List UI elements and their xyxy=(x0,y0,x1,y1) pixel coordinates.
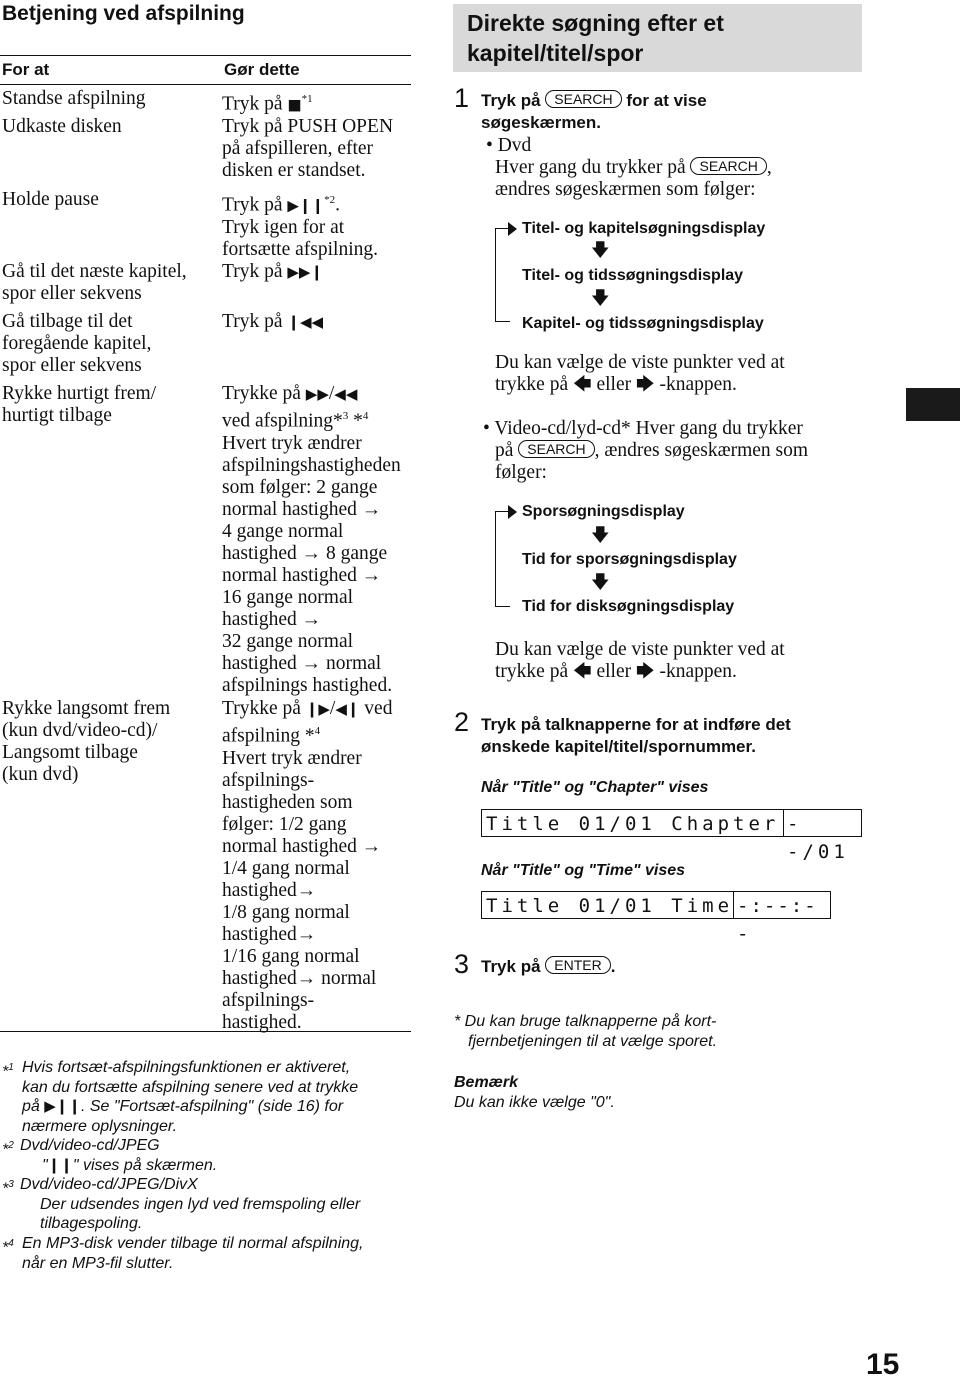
table-row-next-action: Gå til det næste kapitel, spor eller sekvens xyxy=(2,261,187,304)
slow-forward-icon: ❙▶ xyxy=(305,700,330,718)
table-row-eject-action: Udkaste disken xyxy=(2,116,122,137)
left-arrow-icon: 🡄 xyxy=(572,374,592,395)
when-title-time: Når "Title" og "Time" vises xyxy=(481,862,686,879)
play-pause-icon: ▶❙❙ xyxy=(287,196,325,215)
table-row-slow-instruction: Trykke på ❙▶/◀❙ ved afspilning *$^4$ Hvert tryk ændrer afspilnings- hastigheden som følger: 1/2 gang normal hastighed → 1/4 gang normal hastighed→ 1/8 gang normal hastighed→ 1/16 gang normal hastighed→ normal afspilnings- hastighed. xyxy=(222,698,393,1033)
flow1-item-3: Kapitel- og tidssøgningsdisplay xyxy=(522,315,764,332)
step-3-text: Tryk på ENTER . xyxy=(481,957,616,976)
table-row-fast-action: Rykke hurtigt frem/ hurtigt tilbage xyxy=(2,383,157,426)
table-row-pause-action: Holde pause xyxy=(2,189,99,210)
step-1-text: Tryk på SEARCH for at vise søgeskærmen. xyxy=(481,91,707,132)
table-header-col2: Gør dette xyxy=(224,60,300,79)
lcd-title-chapter xyxy=(481,809,862,863)
flow2-item-2: Tid for sporsøgningsdisplay xyxy=(522,551,737,568)
right-arrow-icon-2: 🡆 xyxy=(635,661,655,682)
search-button-ref-2: SEARCH xyxy=(518,440,594,458)
table-row-pause-instruction: Tryk på ▶❙❙$^{*2}$. Tryk igen for at fortsætte afspilning. xyxy=(222,194,378,260)
lcd-title-chapter-main: Title 01/01 Chapter xyxy=(486,813,780,835)
table-row-fast-instruction: Trykke på ▶▶/◀◀ ved afspilning*$^3$ *$^4$ Hvert tryk ændrer afspilningshastigheden som følger: 2 gange normal hastighed → 4 gange normal hastighed → 8 gange normal hastighed → 16 gange normal hastighed → 32 gange normal hastighed → normal afspilnings hastighed. xyxy=(222,383,401,696)
lcd-title-time-value: -:--:-- xyxy=(737,895,818,945)
table-row-eject-instruction: Tryk på PUSH OPEN på afspilleren, efter disken er standset. xyxy=(222,116,394,181)
flow1-arrow-head xyxy=(508,222,517,236)
section-tab-marker xyxy=(906,388,960,421)
step-2-text: Tryk på talknapperne for at indføre det ønskede kapitel/titel/spornummer. xyxy=(481,715,791,756)
enter-button[interactable]: ENTER xyxy=(545,956,610,974)
flow2-arrow-head xyxy=(508,505,517,519)
remark-text: Du kan ikke vælge "0". xyxy=(454,1094,615,1111)
flow2-item-1: Sporsøgningsdisplay xyxy=(522,503,685,520)
table-bottom-rule xyxy=(0,1031,411,1032)
step-number-2: 2 xyxy=(454,707,470,737)
search-button-ref: SEARCH xyxy=(690,157,766,175)
next-track-icon: ▶▶❙ xyxy=(287,263,324,281)
table-row-next-instruction: Tryk på ▶▶❙ xyxy=(222,261,324,282)
section-heading: Betjening ved afspilning xyxy=(2,2,245,25)
page-number: 15 xyxy=(866,1348,900,1381)
left-arrow-icon-2: 🡄 xyxy=(572,661,592,682)
flow2-item-3: Tid for disksøgningsdisplay xyxy=(522,598,735,615)
table-row-prev-action: Gå tilbage til det foregående kapitel, spor eller sekvens xyxy=(2,311,152,376)
footnote-3: *$^3$ Dvd/video-cd/JPEG/DivX Der udsendes ingen lyd ved fremspoling eller tilbagespoling. xyxy=(2,1176,361,1233)
slow-rewind-icon: ◀❙ xyxy=(335,700,360,718)
flow2-down-arrow-1: 🡇 xyxy=(591,525,610,546)
footnote-1: *$^1$ Hvis fortsæt-afspilningsfunktionen er aktiveret, kan du fortsætte afspilning senere ved at trykke på ▶❙❙. Se "Fortsæt-afspilning" (side 16) for nærmere oplysninger. xyxy=(2,1059,359,1135)
flow1-loop-line xyxy=(495,228,510,322)
table-row-slow-action: Rykke langsomt frem (kun dvd/video-cd)/ Langsomt tilbage (kun dvd) xyxy=(2,698,171,785)
choose-text-1: Du kan vælge de viste punkter ved at trykke på 🡄 eller 🡆 -knappen. xyxy=(495,352,785,395)
table-header-col1: For at xyxy=(2,60,50,79)
lcd-title-chapter-value: --/01 xyxy=(787,813,849,863)
remark-title: Bemærk xyxy=(454,1074,519,1091)
fast-rewind-icon: ◀◀ xyxy=(334,385,358,403)
fast-forward-icon: ▶▶ xyxy=(305,385,329,403)
search-button[interactable]: SEARCH xyxy=(545,90,621,108)
footnote-2: *$^2$ Dvd/video-cd/JPEG "❙❙" vises på skærmen. xyxy=(2,1137,218,1174)
flow1-down-arrow-2: 🡇 xyxy=(591,288,610,309)
lcd-title-time xyxy=(481,891,831,945)
right-arrow-icon: 🡆 xyxy=(635,374,655,395)
stop-icon: ■ xyxy=(287,95,302,114)
right-heading-line2: kapitel/titel/spor xyxy=(467,40,644,66)
prev-track-icon: ❙◀◀ xyxy=(287,313,324,331)
step-number-1: 1 xyxy=(454,83,470,113)
vcd-text: • Video-cd/lyd-cd* Hver gang du trykker på SEARCH , ændres søgeskærmen som følger: xyxy=(483,418,809,483)
footnote-4: *$^4$ En MP3-disk vender tilbage til normal afspilning, når en MP3-fil slutter. xyxy=(2,1235,364,1272)
flow2-loop-line xyxy=(495,511,510,607)
flow1-item-1: Titel- og kapitelsøgningsdisplay xyxy=(522,220,766,237)
heading-rule xyxy=(0,55,411,56)
dvd-text: Hver gang du trykker på SEARCH , ændres søgeskærmen som følger: xyxy=(495,157,772,200)
flow1-item-2: Titel- og tidssøgningsdisplay xyxy=(522,267,744,284)
right-heading-line1: Direkte søgning efter et xyxy=(467,10,724,36)
table-row-stop-instruction: Tryk på ■$^{*1}$ xyxy=(222,93,313,115)
flow2-down-arrow-2: 🡇 xyxy=(591,572,610,593)
dvd-label: • Dvd xyxy=(486,135,532,156)
star-note: * Du kan bruge talknapperne på kort- fjernbetjeningen til at vælge sporet. xyxy=(454,1013,718,1050)
when-title-chapter: Når "Title" og "Chapter" vises xyxy=(481,779,709,796)
step-number-3: 3 xyxy=(454,949,470,979)
table-row-prev-instruction: Tryk på ❙◀◀ xyxy=(222,311,324,332)
lcd-title-time-main: Title 01/01 Time xyxy=(486,895,734,917)
choose-text-2: Du kan vælge de viste punkter ved at trykke på 🡄 eller 🡆 -knappen. xyxy=(495,639,785,682)
table-row-stop-action: Standse afspilning xyxy=(2,88,146,109)
table-header-rule xyxy=(0,84,411,85)
flow1-down-arrow-1: 🡇 xyxy=(591,240,610,261)
